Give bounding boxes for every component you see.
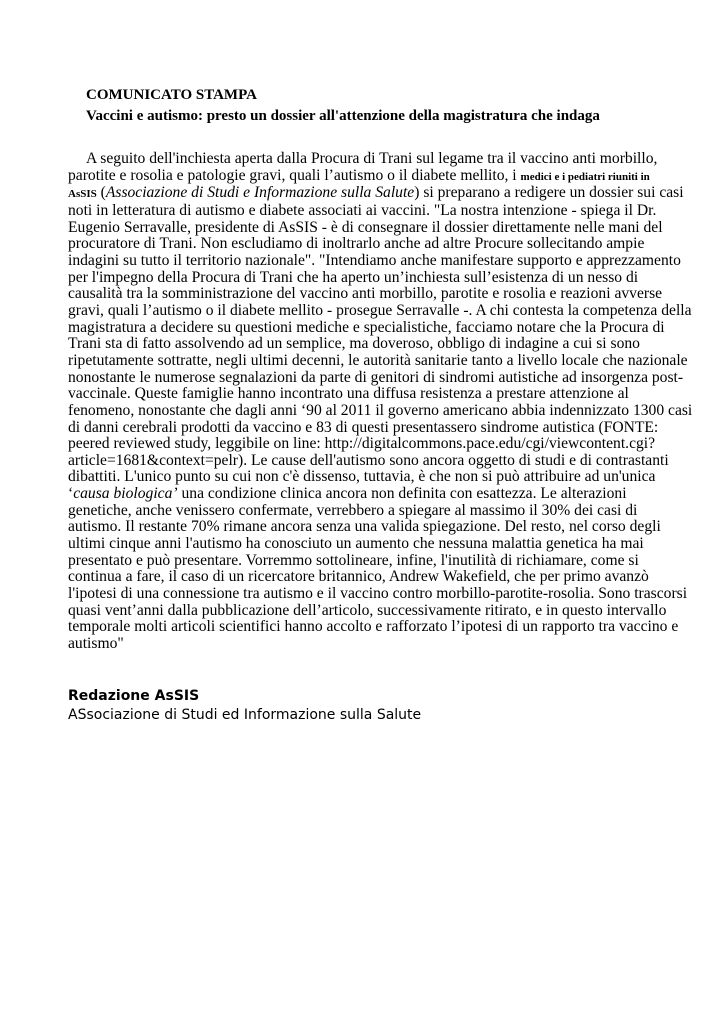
document-subtitle: Vaccini e autismo: presto un dossier all'attenzione della magistratura che indaga <box>86 108 600 124</box>
body-line: causalità tra la somministrazione del vaccino anti morbillo, parotite e rosolia e reazioni avverse <box>68 285 663 303</box>
body-line: parotite e rosolia e patologie gravi, quali l’autismo o il diabete mellito, i medici e i pediatri riuniti in <box>68 166 650 184</box>
press-release-body <box>68 150 693 653</box>
body-line: magistratura a decidere su questioni mediche e specialistiche, facciamo notare che la Procura di <box>68 318 665 336</box>
body-line: presentato e può presentare. Vorremmo sottolineare, infine, l'inutilità di richiamare, come si <box>68 551 639 569</box>
body-line: l'ipotesi di una connessione tra autismo e il vaccino contro morbillo-parotite-rosolia. Sono trascorsi <box>68 585 688 603</box>
body-line: indagini su tutto il territorio nazionale". "Intendiamo anche manifestare supporto e apprezzamento <box>68 251 681 269</box>
body-line: quasi vent’anni dalla pubblicazione dell’articolo, successivamente ritirato, e in questo intervallo <box>68 601 667 619</box>
body-inline-italic: Associazione di Studi e Informazione sulla Salute <box>105 184 415 202</box>
body-inline-bold: medici e i pediatri riuniti in <box>520 170 650 183</box>
body-line: nonostante le numerose segnalazioni da parte di genitori di sindromi autistiche ad insorgenza post- <box>68 368 684 386</box>
body-line: di danni cerebrali prodotti da vaccino e 83 di questi presentassero sindrome autistica (FONTE: <box>68 418 659 436</box>
body-line: article=1681&context=pelr). Le cause dell'autismo sono ancora oggetto di studi e di contrastanti <box>68 451 669 469</box>
body-line: dibattiti. L'unico punto su cui non c'è dissenso, tuttavia, è che non si può attribuire ad un'unica <box>68 468 656 486</box>
body-line: Trani sta di fatto assolvendo ad un semplice, ma doveroso, obbligo di indagine a cui si sono <box>68 335 640 353</box>
body-line: A seguito dell'inchiesta aperta dalla Procura di Trani sul legame tra il vaccino anti morbillo, <box>86 150 658 167</box>
body-line: procuratore di Trani. Non escludiamo di inoltrarlo anche ad altre Procure sollecitando ampie <box>68 235 645 253</box>
body-line: per l'impegno della Procura di Trani che ha aperto un’inchiesta sull’esistenza di un nesso di <box>68 268 639 286</box>
body-line: Eugenio Serravalle, presidente di AsSIS - è di consegnare il dossier direttamente nelle mani del <box>68 218 663 236</box>
body-inline-italic: causa biologica’ <box>73 485 178 503</box>
signature-title: Redazione AsSIS <box>68 688 200 704</box>
body-line: continua a fare, il caso di un ricercatore britannico, Andrew Wakefield, che per primo avanzò <box>68 568 649 586</box>
body-line: autismo. Il restante 70% rimane ancora senza una valida spiegazione. Del resto, nel corso degli <box>68 518 661 536</box>
body-inline-bold: AsSIS <box>68 188 97 201</box>
body-line: ‘causa biologica’ una condizione clinica ancora non definita con esattezza. Le alterazioni <box>68 485 627 503</box>
body-line: vaccinale. Queste famiglie hanno incontrato una diffusa resistenza a prestare attenzione al <box>68 385 629 403</box>
signature-organization: ASsociazione di Studi ed Informazione sulla Salute <box>68 707 422 723</box>
body-line: autismo" <box>68 635 124 653</box>
body-line: peered reviewed study, leggibile on line: http://digitalcommons.pace.edu/cgi/viewcontent.cgi? <box>68 435 656 453</box>
body-line: ripetutamente sottratte, negli ultimi decenni, le autorità sanitarie tanto a livello locale che nazionale <box>68 351 688 369</box>
body-line: gravi, quali l’autismo o il diabete mellito - prosegue Serravalle -. A chi contesta la competenza della <box>68 301 692 319</box>
body-line: ultimi cinque anni l'autismo ha conosciuto un aumento che nessuna malattia genetica ha mai <box>68 535 644 553</box>
body-line: AsSIS (Associazione di Studi e Informazione sulla Salute) si preparano a redigere un dossier sui casi <box>68 184 684 202</box>
body-line: noti in letteratura di autismo e diabete associati ai vaccini. "La nostra intenzione - spiega il Dr. <box>68 201 657 219</box>
body-line: fenomeno, nonostante che dagli anni ‘90 al 2011 il governo americano abbia indennizzato 1300 casi <box>68 401 693 419</box>
document-title: COMUNICATO STAMPA <box>86 87 257 103</box>
body-line: genetiche, anche venissero confermate, verrebbero a spiegare al massimo il 30% dei casi di <box>68 501 638 519</box>
body-line: temporale molti articoli scientifici hanno accolto e rafforzato l’ipotesi di un rapporto tra vaccino e <box>68 618 679 636</box>
